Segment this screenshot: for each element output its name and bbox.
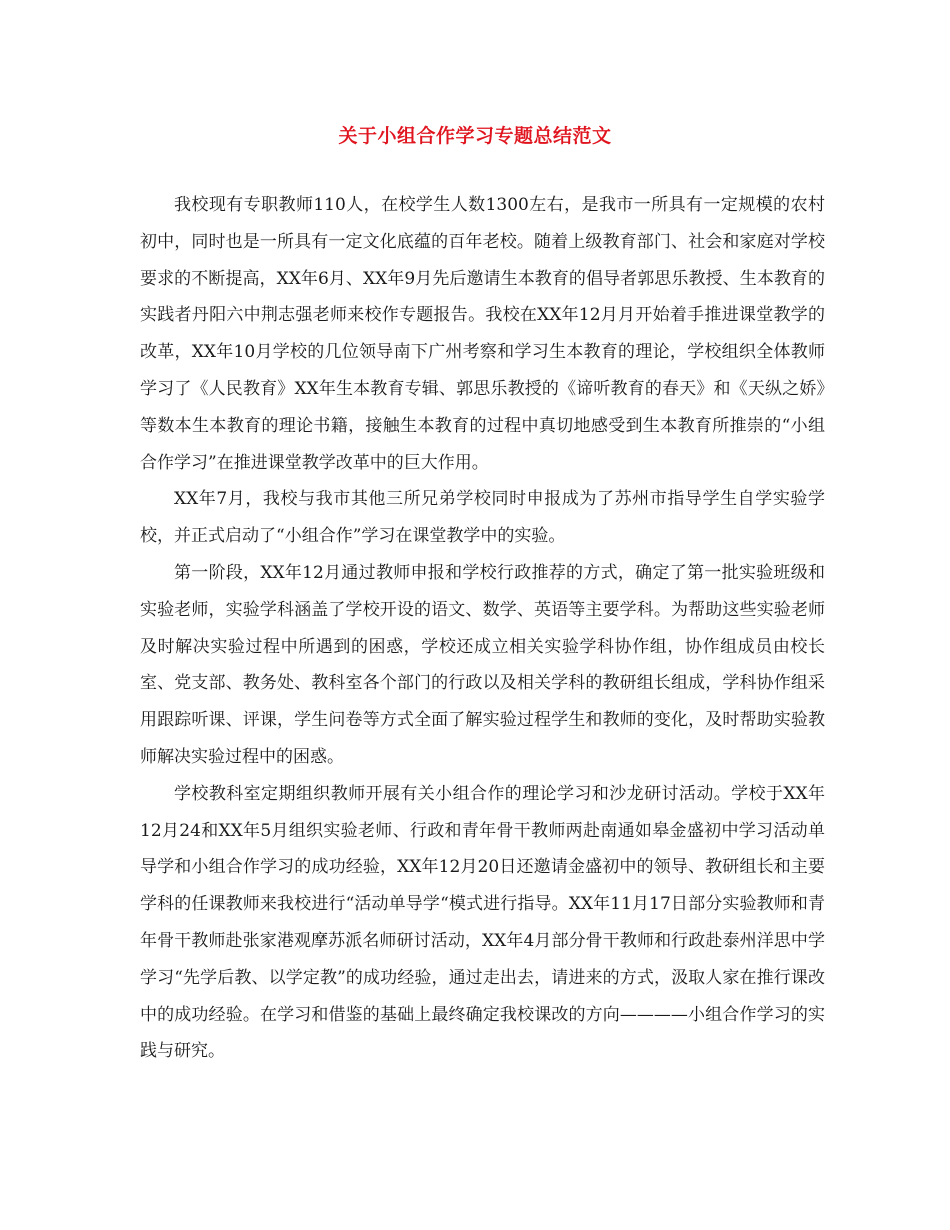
paragraph-3: 第一阶段，XX年12月通过教师申报和学校行政推荐的方式，确定了第一批实验班级和实验老师，实验学科涵盖了学校开设的语文、数学、英语等主要学科。为帮助这些实验老师及时解决实验过程中所遇到的困惑，学校还成立相关实验学科协作组，协作组成员由校长室、党支部、教务处、教科室各个部门的行政以及相关学科的教研组长组成，学科协作组采用跟踪听课、评课，学生问卷等方式全面了解实验过程学生和教师的变化，及时帮助实验教师解决实验过程中的困惑。 [140, 562, 825, 767]
document-body [140, 187, 825, 1070]
paragraph-4: 学校教科室定期组织教师开展有关小组合作的理论学习和沙龙研讨活动。学校于XX年12月24和XX年5月组织实验老师、行政和青年骨干教师两赴南通如皋金盛初中学习活动单导学和小组合作学习的成功经验，XX年12月20日还邀请金盛初中的领导、教研组长和主要学科的任课教师来我校进行“活动单导学“模式进行指导。XX年11月17日部分实验教师和青年骨干教师赴张家港观摩苏派名师研讨活动，XX年4月部分骨干教师和行政赴泰州洋思中学学习“先学后教、以学定教”的成功经验，通过走出去，请进来的方式，汲取人家在推行课改中的成功经验。在学习和借鉴的基础上最终确定我校课改的方向————小组合作学习的实践与研究。 [140, 783, 825, 1062]
paragraph-2: XX年7月，我校与我市其他三所兄弟学校同时申报成为了苏州市指导学生自学实验学校，并正式启动了“小组合作”学习在课堂教学中的实验。 [140, 489, 825, 547]
document-title: 关于小组合作学习专题总结范文 [338, 125, 612, 147]
paragraph-1: 我校现有专职教师110人，在校学生人数1300左右，是我市一所具有一定规模的农村初中，同时也是一所具有一定文化底蕴的百年老校。随着上级教育部门、社会和家庭对学校要求的不断提高，XX年6月、XX年9月先后邀请生本教育的倡导者郭思乐教授、生本教育的实践者丹阳六中荆志强老师来校作专题报告。我校在XX年12月月开始着手推进课堂教学的改革，XX年10月学校的几位领导南下广州考察和学习生本教育的理论，学校组织全体教师学习了《人民教育》XX年生本教育专辑、郭思乐教授的《谛听教育的春天》和《天纵之娇》等数本生本教育的理论书籍，接触生本教育的过程中真切地感受到生本教育所推崇的“小组合作学习”在推进课堂教学改革中的巨大作用。 [140, 195, 825, 473]
